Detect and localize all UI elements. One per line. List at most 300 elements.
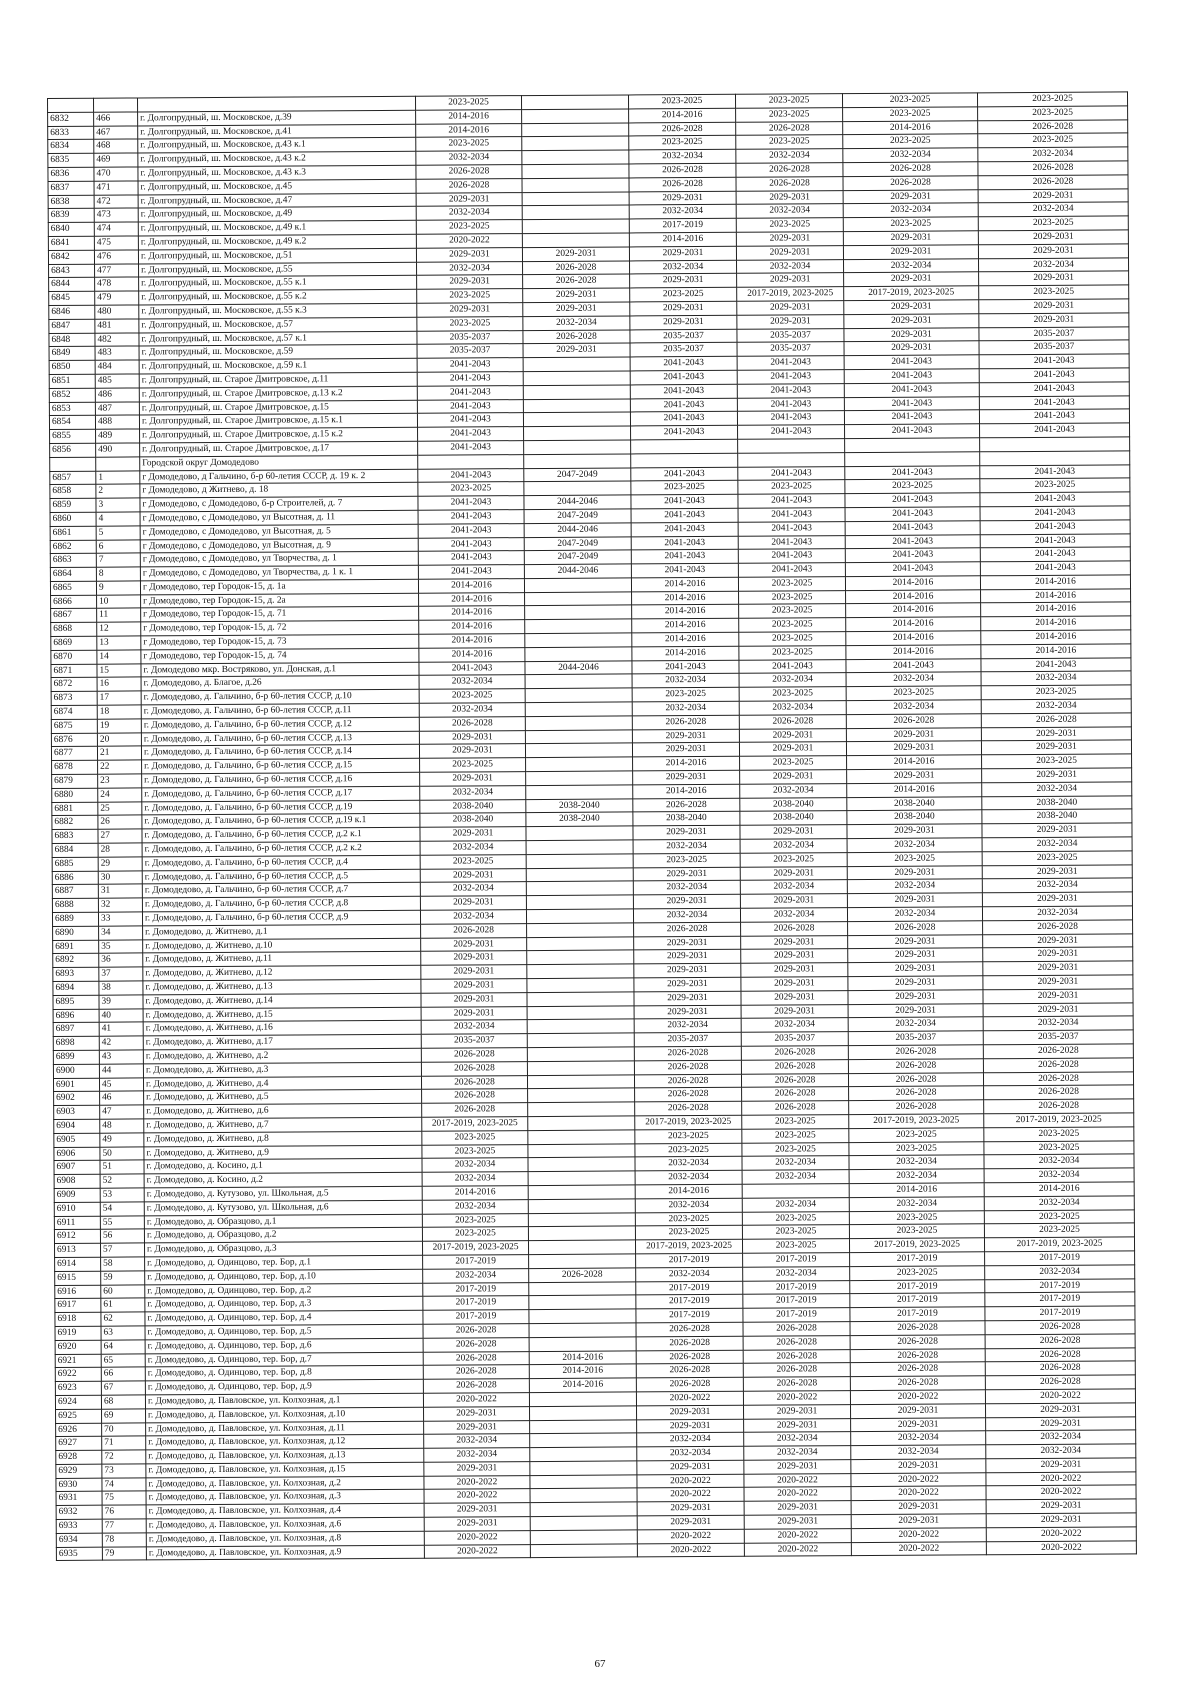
- row-index-cell: 6900: [53, 1064, 99, 1078]
- local-index-cell: 11: [97, 608, 141, 622]
- period-cell: 2032-2034: [419, 703, 525, 717]
- period-cell: 2029-2031: [637, 1460, 744, 1474]
- period-cell: 2032-2034: [847, 838, 982, 853]
- address-cell: г. Домодедово, д. Павловское, ул. Колхозная, д.13: [146, 1448, 424, 1463]
- period-cell: 2026-2028: [523, 274, 630, 288]
- period-cell: 2023-2025: [847, 852, 982, 867]
- period-cell: 2029-2031: [985, 1403, 1135, 1418]
- address-cell: г Домодедово, тер Городок-15, д. 71: [141, 607, 419, 622]
- period-cell: 2029-2031: [420, 827, 526, 841]
- period-cell: 2020-2022: [986, 1472, 1136, 1487]
- row-index-cell: 6925: [56, 1409, 102, 1423]
- period-cell: 2017-2019: [743, 1280, 850, 1294]
- period-cell: 2047-2049: [524, 509, 631, 523]
- period-cell: 2041-2043: [418, 441, 524, 455]
- period-cell: 2023-2025: [631, 481, 738, 495]
- period-cell: 2032-2034: [848, 1017, 983, 1032]
- row-index-cell: 6852: [49, 388, 95, 402]
- address-cell: г. Домодедово, д. Павловское, ул. Колхозная, д.1: [145, 1393, 423, 1408]
- period-cell: 2023-2025: [628, 94, 735, 108]
- local-index-cell: 5: [96, 526, 140, 540]
- local-index-cell: [96, 457, 140, 471]
- period-cell: 2026-2028: [636, 1364, 743, 1378]
- row-index-cell: 6919: [55, 1326, 101, 1340]
- local-index-cell: 79: [102, 1547, 146, 1561]
- address-cell: г. Долгопрудный, ш. Старое Дмитровское, д.17: [140, 441, 418, 456]
- period-cell: 2029-2031: [978, 230, 1128, 245]
- period-cell: 2038-2040: [633, 812, 740, 826]
- row-index-cell: 6885: [52, 857, 98, 871]
- period-cell: [525, 674, 632, 688]
- address-cell: г. Домодедово, д. Одинцово, тер. Бор, д.10: [145, 1269, 423, 1284]
- period-cell: 2026-2028: [633, 798, 740, 812]
- period-cell: 2023-2025: [419, 689, 525, 703]
- period-cell: 2032-2034: [421, 1020, 527, 1034]
- period-cell: 2026-2028: [736, 121, 843, 135]
- address-cell: г. Домодедово, д. Одинцово, тер. Бор, д.6: [145, 1338, 423, 1353]
- period-cell: 2032-2034: [739, 701, 846, 715]
- row-index-cell: 6911: [54, 1216, 100, 1230]
- period-cell: 2029-2031: [637, 1502, 744, 1516]
- period-cell: 2026-2028: [978, 161, 1128, 176]
- local-index-cell: 73: [102, 1464, 146, 1478]
- period-cell: 2041-2043: [631, 425, 738, 439]
- period-cell: 2029-2031: [851, 1417, 986, 1432]
- period-cell: 2029-2031: [848, 948, 983, 963]
- period-cell: 2017-2019: [850, 1293, 985, 1308]
- period-cell: 2029-2031: [741, 935, 848, 949]
- period-cell: 2032-2034: [632, 674, 739, 688]
- period-cell: [526, 881, 633, 895]
- period-cell: [525, 730, 632, 744]
- period-cell: 2023-2025: [422, 1227, 528, 1241]
- row-index-cell: 6897: [53, 1023, 99, 1037]
- period-cell: 2023-2025: [738, 480, 845, 494]
- period-cell: 2044-2046: [524, 495, 631, 509]
- period-cell: [527, 950, 634, 964]
- local-index-cell: 63: [101, 1326, 145, 1340]
- period-cell: 2029-2031: [417, 303, 523, 317]
- period-cell: 2029-2031: [986, 1416, 1136, 1431]
- period-cell: 2023-2025: [977, 92, 1127, 107]
- period-cell: 2029-2031: [844, 314, 979, 329]
- address-cell: г. Домодедово, д. Гальчино, б-р 60-летия СССР, д.13: [141, 731, 419, 746]
- period-cell: 2041-2043: [631, 563, 738, 577]
- period-cell: 2041-2043: [631, 550, 738, 564]
- row-index-cell: 6935: [56, 1547, 102, 1561]
- row-index-cell: 6903: [54, 1105, 100, 1119]
- period-cell: 2041-2043: [979, 409, 1129, 424]
- row-index-cell: 6865: [50, 581, 96, 595]
- period-cell: 2026-2028: [984, 1099, 1134, 1114]
- period-cell: 2029-2031: [982, 865, 1132, 880]
- row-index-cell: 6929: [56, 1464, 102, 1478]
- local-index-cell: 62: [101, 1312, 145, 1326]
- period-cell: 2032-2034: [636, 1267, 743, 1281]
- period-cell: 2023-2025: [739, 618, 846, 632]
- period-cell: 2026-2028: [743, 1322, 850, 1336]
- period-cell: 2026-2028: [629, 122, 736, 136]
- row-index-cell: 6851: [49, 374, 95, 388]
- period-cell: 2014-2016: [849, 1183, 984, 1198]
- period-cell: 2029-2031: [416, 247, 522, 261]
- address-cell: г. Домодедово, д. Житнево, д.10: [143, 938, 421, 953]
- address-cell: г Домодедово, тер Городок-15, д. 73: [141, 634, 419, 649]
- period-cell: 2029-2031: [843, 231, 978, 246]
- period-cell: 2014-2016: [419, 647, 525, 661]
- period-cell: [522, 150, 629, 164]
- period-cell: 2047-2049: [524, 467, 631, 481]
- period-cell: 2029-2031: [421, 992, 527, 1006]
- address-cell: г. Домодедово, д. Гальчино, б-р 60-летия СССР, д.10: [141, 690, 419, 705]
- period-cell: 2023-2025: [739, 590, 846, 604]
- address-cell: г. Домодедово, д. Гальчино, б-р 60-летия СССР, д.5: [142, 869, 420, 884]
- period-cell: 2023-2025: [422, 1213, 528, 1227]
- period-cell: 2032-2034: [742, 1156, 849, 1170]
- period-cell: 2029-2031: [637, 1515, 744, 1529]
- period-cell: 2014-2016: [981, 630, 1131, 645]
- period-cell: 2029-2031: [983, 947, 1133, 962]
- period-cell: 2041-2043: [979, 368, 1129, 383]
- address-cell: г. Долгопрудный, ш. Московское, д.55 к.1: [139, 276, 417, 291]
- local-index-cell: 71: [102, 1436, 146, 1450]
- period-cell: 2032-2034: [422, 1158, 528, 1172]
- address-cell: г. Домодедово, д. Павловское, ул. Колхозная, д.3: [146, 1490, 424, 1505]
- local-index-cell: 21: [97, 746, 141, 760]
- period-cell: 2038-2040: [847, 810, 982, 825]
- period-cell: 2032-2034: [978, 257, 1128, 272]
- period-cell: 2023-2025: [735, 94, 842, 108]
- period-cell: 2026-2028: [983, 920, 1133, 935]
- local-index-cell: 26: [98, 815, 142, 829]
- period-cell: 2029-2031: [632, 729, 739, 743]
- period-cell: 2041-2043: [418, 509, 524, 523]
- period-cell: [528, 1226, 635, 1240]
- local-index-cell: 482: [95, 332, 139, 346]
- row-index-cell: 6855: [50, 429, 96, 443]
- local-index-cell: 74: [102, 1478, 146, 1492]
- period-cell: 2029-2031: [420, 896, 526, 910]
- address-cell: Городской округ Домодедово: [140, 455, 418, 470]
- period-cell: 2017-2019: [743, 1294, 850, 1308]
- period-cell: 2017-2019, 2023-2025: [422, 1117, 528, 1131]
- row-index-cell: 6835: [48, 153, 94, 167]
- period-cell: 2041-2043: [739, 659, 846, 673]
- period-cell: 2023-2025: [630, 287, 737, 301]
- period-cell: 2017-2019: [636, 1308, 743, 1322]
- period-cell: 2029-2031: [421, 979, 527, 993]
- period-cell: 2029-2031: [743, 1404, 850, 1418]
- address-cell: г. Домодедово, д. Житнево, д.11: [143, 952, 421, 967]
- period-cell: 2026-2028: [736, 176, 843, 190]
- period-cell: 2014-2016: [981, 616, 1131, 631]
- address-cell: г. Домодедово, д. Одинцово, тер. Бор, д.8: [145, 1366, 423, 1381]
- period-cell: 2029-2031: [851, 1514, 986, 1529]
- period-cell: [528, 1171, 635, 1185]
- period-cell: 2026-2028: [421, 1048, 527, 1062]
- period-cell: [527, 1019, 634, 1033]
- period-cell: [528, 1116, 635, 1130]
- address-cell: г. Домодедово, д. Косино, д.2: [144, 1172, 422, 1187]
- period-cell: 2014-2016: [416, 123, 522, 137]
- period-cell: [524, 440, 631, 454]
- address-cell: г. Долгопрудный, ш. Московское, д.55 к.2: [139, 289, 417, 304]
- row-index-cell: 6832: [48, 112, 94, 126]
- period-cell: 2038-2040: [420, 799, 526, 813]
- period-cell: 2032-2034: [847, 907, 982, 922]
- period-cell: [527, 1075, 634, 1089]
- period-cell: 2032-2034: [986, 1444, 1136, 1459]
- period-cell: 2032-2034: [744, 1432, 851, 1446]
- period-cell: [524, 578, 631, 592]
- period-cell: 2041-2043: [738, 535, 845, 549]
- local-index-cell: 19: [97, 719, 141, 733]
- period-cell: 2044-2046: [524, 523, 631, 537]
- address-cell: г. Домодедово, д. Житнево, д.14: [143, 993, 421, 1008]
- period-cell: 2026-2028: [422, 1103, 528, 1117]
- address-cell: г. Домодедово, д. Житнево, д.6: [144, 1103, 422, 1118]
- period-cell: 2023-2025: [742, 1142, 849, 1156]
- period-cell: 2029-2031: [982, 823, 1132, 838]
- period-cell: 2026-2028: [849, 1086, 984, 1101]
- period-cell: 2026-2028: [983, 1071, 1133, 1086]
- period-cell: 2023-2025: [416, 137, 522, 151]
- period-cell: 2020-2022: [850, 1390, 985, 1405]
- period-cell: 2029-2031: [630, 301, 737, 315]
- address-cell: г. Долгопрудный, ш. Московское, д.49 к.2: [138, 234, 416, 249]
- period-cell: 2014-2016: [846, 631, 981, 646]
- row-index-cell: 6902: [54, 1092, 100, 1106]
- period-cell: 2017-2019: [629, 218, 736, 232]
- period-cell: 2020-2022: [416, 234, 522, 248]
- row-index-cell: 6908: [54, 1174, 100, 1188]
- period-cell: 2029-2031: [848, 990, 983, 1005]
- period-cell: 2023-2025: [984, 1140, 1134, 1155]
- row-index-cell: 6868: [51, 622, 97, 636]
- period-cell: 2029-2031: [848, 1003, 983, 1018]
- period-cell: 2029-2031: [978, 188, 1128, 203]
- local-index-cell: [94, 98, 138, 112]
- period-cell: 2026-2028: [634, 1074, 741, 1088]
- period-cell: 2026-2028: [850, 1348, 985, 1363]
- period-cell: 2023-2025: [629, 136, 736, 150]
- period-cell: 2017-2019: [636, 1253, 743, 1267]
- period-cell: 2041-2043: [418, 468, 524, 482]
- period-cell: 2041-2043: [846, 658, 981, 673]
- row-index-cell: 6878: [52, 760, 98, 774]
- period-cell: 2026-2028: [983, 1044, 1133, 1059]
- period-cell: 2041-2043: [631, 522, 738, 536]
- period-cell: 2041-2043: [738, 563, 845, 577]
- period-cell: 2032-2034: [978, 202, 1128, 217]
- repair-schedule-table: [47, 91, 1137, 1561]
- local-index-cell: 29: [98, 857, 142, 871]
- row-index-cell: 6854: [49, 416, 95, 430]
- period-cell: 2041-2043: [845, 507, 980, 522]
- period-cell: 2029-2031: [420, 868, 526, 882]
- row-index-cell: 6859: [50, 498, 96, 512]
- local-index-cell: 469: [94, 153, 138, 167]
- period-cell: 2014-2016: [632, 619, 739, 633]
- period-cell: 2020-2022: [851, 1528, 986, 1543]
- period-cell: 2026-2028: [736, 163, 843, 177]
- address-cell: г. Домодедово, д. Гальчино, б-р 60-летия СССР, д.7: [142, 883, 420, 898]
- period-cell: [529, 1323, 636, 1337]
- address-cell: г. Домодедово, д. Житнево, д.16: [143, 1021, 421, 1036]
- address-cell: г. Домодедово, д. Одинцово, тер. Бор, д.9: [145, 1379, 423, 1394]
- period-cell: 2026-2028: [632, 715, 739, 729]
- period-cell: 2032-2034: [423, 1268, 529, 1282]
- period-cell: 2041-2043: [979, 382, 1129, 397]
- period-cell: 2032-2034: [742, 1197, 849, 1211]
- period-cell: 2023-2025: [843, 217, 978, 232]
- local-index-cell: 75: [102, 1491, 146, 1505]
- period-cell: 2032-2034: [634, 1019, 741, 1033]
- period-cell: 2029-2031: [741, 949, 848, 963]
- address-cell: г. Долгопрудный, ш. Московское, д.43 к.3: [138, 165, 416, 180]
- period-cell: 2029-2031: [421, 965, 527, 979]
- period-cell: 2029-2031: [634, 991, 741, 1005]
- address-cell: г. Домодедово, д. Житнево, д.4: [143, 1076, 421, 1091]
- period-cell: 2026-2028: [416, 178, 522, 192]
- local-index-cell: 27: [98, 829, 142, 843]
- period-cell: 2023-2025: [422, 1144, 528, 1158]
- local-index-cell: 42: [99, 1036, 143, 1050]
- period-cell: 2014-2016: [419, 620, 525, 634]
- row-index-cell: 6837: [48, 181, 94, 195]
- period-cell: 2029-2031: [416, 192, 522, 206]
- address-cell: г. Домодедово, д. Житнево, д.9: [144, 1145, 422, 1160]
- local-index-cell: 17: [97, 691, 141, 705]
- row-index-cell: 6883: [52, 829, 98, 843]
- local-index-cell: 9: [96, 581, 140, 595]
- address-cell: г. Домодедово, д. Кутузово, ул. Школьная, д.6: [144, 1200, 422, 1215]
- row-index-cell: 6880: [52, 788, 98, 802]
- period-cell: 2029-2031: [736, 190, 843, 204]
- period-cell: 2041-2043: [737, 397, 844, 411]
- period-cell: 2035-2037: [737, 342, 844, 356]
- address-cell: г. Домодедово, д. Павловское, ул. Колхозная, д.9: [146, 1545, 424, 1560]
- period-cell: 2026-2028: [422, 1089, 528, 1103]
- period-cell: 2026-2028: [416, 165, 522, 179]
- row-index-cell: 6845: [49, 291, 95, 305]
- period-cell: 2032-2034: [742, 1170, 849, 1184]
- period-cell: 2014-2016: [633, 784, 740, 798]
- period-cell: 2026-2028: [985, 1347, 1135, 1362]
- period-cell: 2032-2034: [982, 837, 1132, 852]
- period-cell: 2032-2034: [523, 316, 630, 330]
- period-cell: 2026-2028: [850, 1335, 985, 1350]
- period-cell: [526, 771, 633, 785]
- period-cell: 2032-2034: [637, 1433, 744, 1447]
- period-cell: 2041-2043: [631, 467, 738, 481]
- address-cell: г. Домодедово, д. Житнево, д.1: [143, 924, 421, 939]
- period-cell: [525, 633, 632, 647]
- period-cell: 2041-2043: [417, 399, 523, 413]
- period-cell: 2032-2034: [739, 673, 846, 687]
- period-cell: 2023-2025: [978, 216, 1128, 231]
- period-cell: 2026-2028: [634, 922, 741, 936]
- period-cell: 2029-2031: [632, 743, 739, 757]
- period-cell: 2029-2031: [744, 1418, 851, 1432]
- period-cell: 2029-2031: [983, 933, 1133, 948]
- local-index-cell: 50: [100, 1146, 144, 1160]
- period-cell: 2020-2022: [986, 1527, 1136, 1542]
- period-cell: [522, 164, 629, 178]
- period-cell: 2017-2019, 2023-2025: [422, 1241, 528, 1255]
- period-cell: 2014-2016: [846, 589, 981, 604]
- period-cell: 2032-2034: [843, 203, 978, 218]
- period-cell: 2041-2043: [738, 494, 845, 508]
- address-cell: г. Домодедово, д. Гальчино, б-р 60-летия СССР, д.17: [142, 786, 420, 801]
- period-cell: 2041-2043: [631, 508, 738, 522]
- period-cell: 2020-2022: [744, 1528, 851, 1542]
- period-cell: 2023-2025: [635, 1143, 742, 1157]
- row-index-cell: 6862: [50, 540, 96, 554]
- period-cell: [525, 716, 632, 730]
- local-index-cell: 34: [99, 926, 143, 940]
- period-cell: 2029-2031: [740, 894, 847, 908]
- period-cell: 2020-2022: [637, 1474, 744, 1488]
- period-cell: 2032-2034: [737, 259, 844, 273]
- period-cell: 2023-2025: [633, 853, 740, 867]
- period-cell: 2017-2019: [985, 1292, 1135, 1307]
- period-cell: 2029-2031: [421, 937, 527, 951]
- local-index-cell: 54: [100, 1202, 144, 1216]
- period-cell: 2029-2031: [737, 273, 844, 287]
- period-cell: 2026-2028: [636, 1350, 743, 1364]
- address-cell: г Домодедово, тер Городок-15, д. 2а: [141, 593, 419, 608]
- address-cell: г. Долгопрудный, ш. Московское, д.39: [138, 110, 416, 125]
- address-cell: г. Домодедово, д. Гальчино, б-р 60-летия СССР, д.14: [141, 745, 419, 760]
- period-cell: [525, 647, 632, 661]
- local-index-cell: 480: [95, 305, 139, 319]
- period-cell: 2029-2031: [982, 892, 1132, 907]
- period-cell: 2026-2028: [423, 1379, 529, 1393]
- period-cell: 2032-2034: [744, 1446, 851, 1460]
- period-cell: 2029-2031: [741, 963, 848, 977]
- row-index-cell: 6858: [50, 485, 96, 499]
- row-index-cell: 6920: [55, 1340, 101, 1354]
- period-cell: 2029-2031: [846, 727, 981, 742]
- period-cell: [526, 854, 633, 868]
- local-index-cell: 39: [99, 995, 143, 1009]
- row-index-cell: 6926: [56, 1423, 102, 1437]
- period-cell: 2017-2019, 2023-2025: [984, 1113, 1134, 1128]
- period-cell: 2020-2022: [637, 1529, 744, 1543]
- local-index-cell: 36: [99, 953, 143, 967]
- period-cell: 2023-2025: [978, 133, 1128, 148]
- row-index-cell: 6924: [55, 1395, 101, 1409]
- period-cell: 2023-2025: [738, 577, 845, 591]
- period-cell: 2029-2031: [851, 1459, 986, 1474]
- address-cell: г. Домодедово, д. Житнево, д.15: [143, 1007, 421, 1022]
- period-cell: 2029-2031: [979, 299, 1129, 314]
- period-cell: 2035-2037: [417, 344, 523, 358]
- period-cell: 2020-2022: [744, 1487, 851, 1501]
- row-index-cell: [48, 98, 94, 112]
- period-cell: [980, 437, 1130, 452]
- local-index-cell: 478: [95, 277, 139, 291]
- address-cell: г. Долгопрудный, ш. Московское, д.59 к.1: [139, 358, 417, 373]
- period-cell: 2032-2034: [851, 1431, 986, 1446]
- local-index-cell: 1: [96, 470, 140, 484]
- period-cell: [527, 992, 634, 1006]
- address-cell: г. Домодедово, д. Гальчино, б-р 60-летия СССР, д.2 к.1: [142, 827, 420, 842]
- local-index-cell: 49: [100, 1133, 144, 1147]
- row-index-cell: 6833: [48, 126, 94, 140]
- address-cell: г. Долгопрудный, ш. Московское, д.47: [138, 193, 416, 208]
